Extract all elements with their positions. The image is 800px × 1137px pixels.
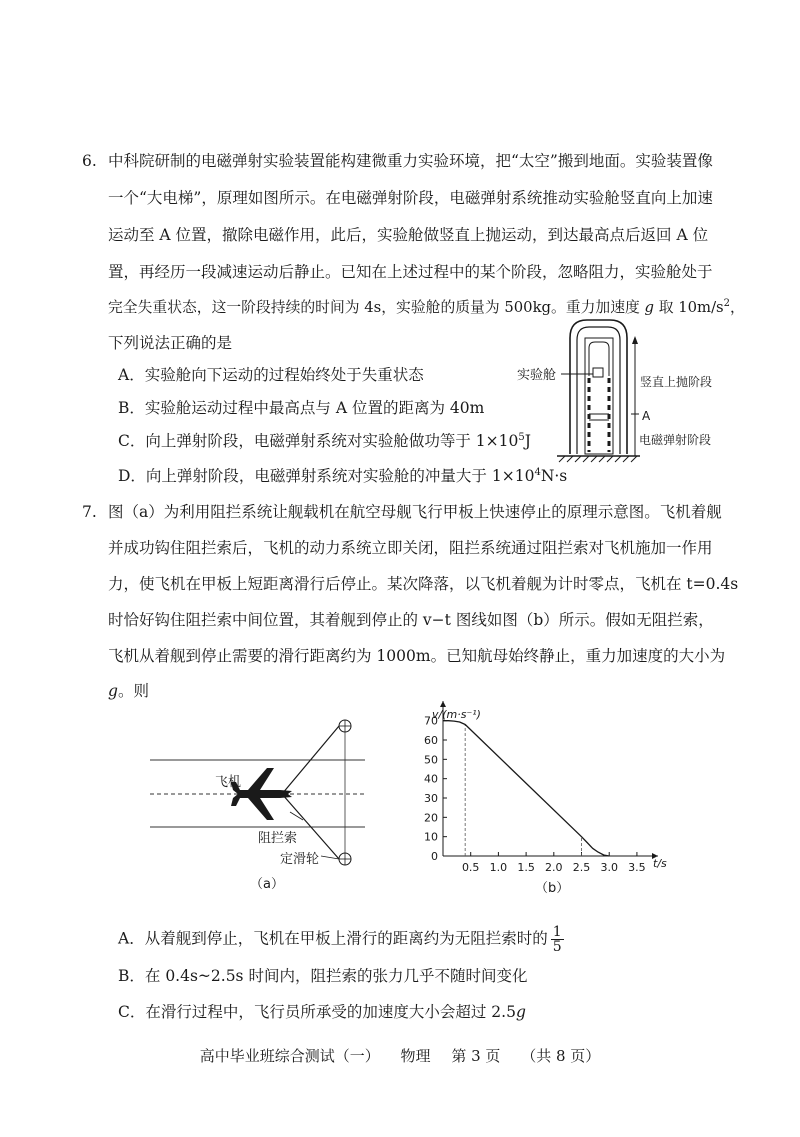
q7-g-symbol: g — [108, 682, 118, 700]
figure-b-caption: （b） — [535, 881, 570, 896]
label-plane: 飞机 — [215, 775, 242, 790]
q6-line-4: 置，再经历一段减速运动后静止。已知在上述过程中的某个阶段，忽略阻力，实验舱处于 — [108, 263, 713, 281]
q6-option-d-exponent: 4 — [534, 467, 541, 478]
q7-option-c — [118, 1001, 526, 1023]
fraction-numerator: 1 — [552, 924, 562, 940]
q6-option-c-unit: J — [524, 432, 531, 450]
q6-line-5-text-b: 取 10m/s — [654, 299, 724, 316]
y-tick-label: 30 — [424, 792, 438, 805]
chart-xlabel: t/s — [653, 857, 667, 870]
x-tick-label: 0.5 — [461, 861, 480, 874]
q6-option-c — [118, 430, 531, 452]
footer-exam-title: 高中毕业班综合测试（一） — [199, 1047, 380, 1065]
q7-line-4: 时恰好钩住阻拦索中间位置，其着舰到停止的 v−t 图线如图（b）所示。假如无阻拦索， — [108, 611, 714, 629]
page-footer — [0, 1045, 800, 1066]
q7-line-6 — [108, 680, 149, 702]
q7-option-b: B．在 0.4s~2.5s 时间内，阻拦索的张力几乎不随时间变化 — [118, 967, 528, 985]
footer-total-pages: （共 8 页） — [521, 1047, 601, 1065]
q7-figure-b-vt-chart — [405, 700, 680, 900]
x-tick-label: 3.0 — [600, 861, 618, 874]
q6-line-5-text-c: ， — [730, 299, 745, 316]
question-7-number: 7. — [82, 503, 97, 521]
vt-series-line — [443, 721, 609, 856]
q7-figure-a-arresting-gear — [140, 716, 380, 896]
q7-option-a — [118, 925, 564, 954]
q7-line-6-text: 。则 — [117, 682, 149, 700]
q6-exponent: 2 — [723, 298, 731, 309]
x-tick-label: 2.5 — [572, 861, 591, 874]
q6-option-d — [118, 465, 567, 487]
footer-subject: 物理 — [400, 1047, 431, 1065]
y-tick-label: 0 — [431, 850, 438, 863]
q6-option-d-unit: N·s — [540, 467, 568, 485]
q6-option-b: B．实验舱运动过程中最高点与 A 位置的距离为 40m — [118, 399, 485, 417]
x-tick-label: 1.5 — [517, 861, 535, 874]
q6-line-1: 中科院研制的电磁弹射实验装置能构建微重力实验环境，把“太空”搬到地面。实验装置像 — [108, 152, 713, 170]
label-cable: 阻拦索 — [258, 831, 298, 846]
q6-option-d-text: D．向上弹射阶段，电磁弹射系统对实验舱的冲量大于 1×10 — [118, 467, 535, 485]
label-upward-stage: 竖直上抛阶段 — [640, 375, 713, 389]
q7-option-c-g: g — [515, 1003, 526, 1021]
fraction-denominator: 5 — [552, 939, 562, 955]
x-tick-label: 1.0 — [489, 861, 508, 874]
q7-line-1: 图（a）为利用阻拦系统让舰载机在航空母舰飞行甲板上快速停止的原理示意图。飞机着舰 — [108, 503, 722, 521]
fraction-one-fifth — [551, 925, 564, 954]
q6-line-2: 一个“大电梯”，原理如图所示。在电磁弹射阶段，电磁弹射系统推动实验舱竖直向上加速 — [108, 189, 713, 207]
y-tick-label: 20 — [424, 811, 438, 825]
q6-option-c-text: C．向上弹射阶段，电磁弹射系统对实验舱做功等于 1×10 — [118, 432, 519, 450]
question-6-number: 6. — [82, 152, 97, 170]
y-tick-label: 40 — [424, 772, 438, 786]
figure-a-caption: （a） — [250, 877, 284, 892]
y-tick-label: 10 — [424, 830, 438, 844]
x-tick-label: 2.0 — [545, 861, 563, 874]
label-cabin: 实验舱 — [517, 368, 557, 383]
y-tick-label: 70 — [424, 714, 438, 728]
y-tick-label: 50 — [424, 753, 438, 767]
q6-option-c-exponent: 5 — [518, 432, 525, 443]
q6-line-5-text: 完全失重状态，这一阶段持续的时间为 4s，实验舱的质量为 500kg。重力加速度 — [108, 299, 645, 316]
label-position-a: A — [642, 409, 651, 423]
q6-option-a: A．实验舱向下运动的过程始终处于失重状态 — [118, 366, 424, 384]
label-pulley: 定滑轮 — [280, 852, 320, 867]
label-em-stage: 电磁弹射阶段 — [639, 433, 712, 447]
q6-figure-launch-tower — [515, 316, 715, 468]
q7-option-a-text: A．从着舰到停止，飞机在甲板上滑行的距离约为无阻拦索时的 — [118, 929, 548, 948]
q7-option-c-text: C．在滑行过程中，飞行员所承受的加速度大小会超过 2.5 — [118, 1003, 516, 1021]
footer-page-number: 第 3 页 — [451, 1047, 501, 1065]
q6-line-3: 运动至 A 位置，撤除电磁作用，此后，实验舱做竖直上抛运动，到达最高点后返回 A 位 — [108, 226, 709, 244]
q7-line-3: 力，使飞机在甲板上短距离滑行后停止。某次降落，以飞机着舰为计时零点，飞机在 t=0.4s — [108, 575, 739, 593]
y-tick-label: 60 — [424, 734, 438, 747]
q7-line-2: 并成功钩住阻拦索后，飞机的动力系统立即关闭，阻拦系统通过阻拦索对飞机施加一作用 — [108, 539, 713, 557]
chart-ylabel: v/(m·s⁻¹) — [432, 708, 481, 721]
q6-line-6: 下列说法正确的是 — [108, 334, 233, 352]
q6-g-symbol: g — [644, 299, 654, 316]
y-axis-arrow — [440, 701, 446, 707]
x-tick-label: 3.5 — [628, 861, 646, 874]
q7-line-5: 飞机从着舰到停止需要的滑行距离约为 1000m。已知航母始终静止，重力加速度的大小为 — [108, 647, 726, 665]
